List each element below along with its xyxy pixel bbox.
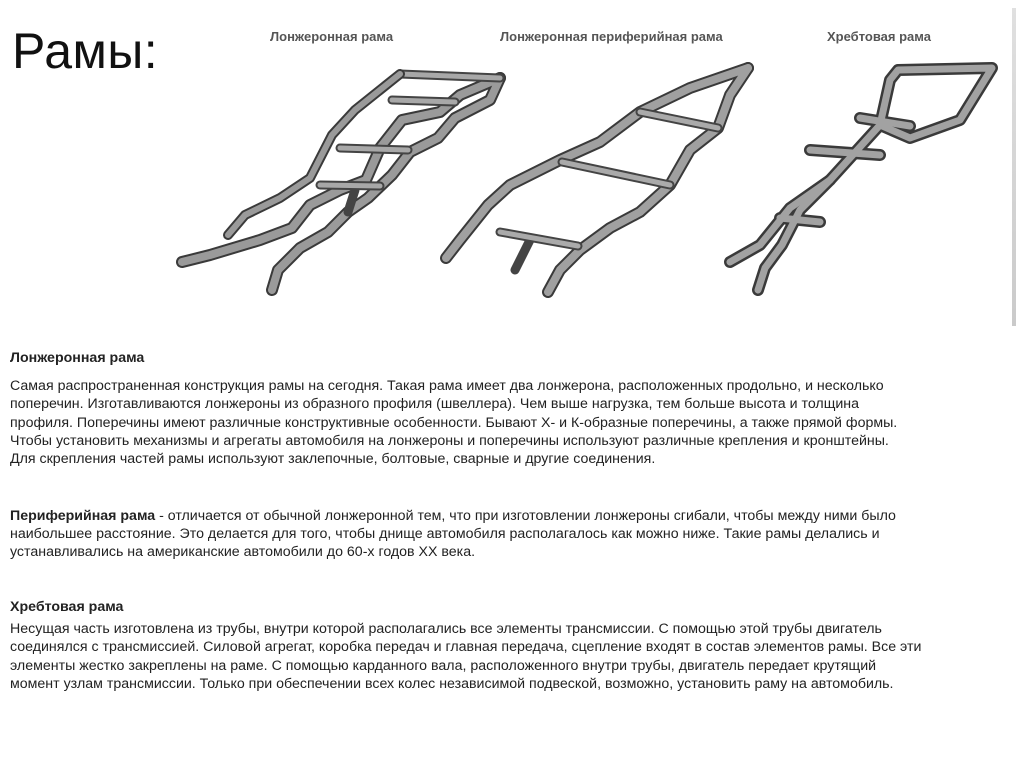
caption-backbone-frame: Хребтовая рама — [827, 29, 931, 44]
section-heading: Периферийная рама — [10, 508, 156, 524]
paragraph-line: Чтобы установить механизмы и агрегаты автомобиля на лонжероны и поперечины используют различные крепления и кронштейны. — [10, 432, 889, 449]
paragraph-line: Самая распространенная конструкция рамы на сегодня. Такая рама имеет два лонжерона, расположенных продольно, и несколько — [10, 378, 884, 395]
paragraph-line: - отличается от обычной лонжеронной тем, что при изготовлении лонжероны сгибали, чтобы между ними было — [155, 508, 896, 524]
section-ladder-frame — [10, 349, 1000, 468]
paragraph-line: элементы жестко закреплены на раме. С помощью карданного вала, расположенного внутри трубы, двигатель передает крутящий — [10, 657, 877, 674]
section-heading: Лонжеронная рама — [10, 350, 145, 366]
paragraph-line: Несущая часть изготовлена из трубы, внутри которой располагались все элементы трансмиссии. С помощью этой трубы двигатель — [10, 621, 882, 638]
section-backbone-frame — [10, 598, 1000, 693]
image-edge-shadow — [1012, 8, 1016, 326]
frames-illustration — [170, 0, 1024, 330]
caption-perimeter-frame: Лонжеронная периферийная рама — [500, 29, 723, 44]
paragraph-line: устанавливались на американские автомобили до 60-х годов XX века. — [10, 544, 476, 561]
paragraph-line: наибольшее расстояние. Это делается для того, чтобы днище автомобиля располагалось как можно ниже. Такие рамы делались и — [10, 526, 880, 543]
paragraph-line: момент узлам трансмиссии. Только при обеспечении всех колес независимой подвеской, возможно, установить раму на автомобиль. — [10, 675, 894, 692]
paragraph-line: профиля. Поперечины имеют различные конструктивные особенности. Бывают Х- и К-образные поперечины, а также прямой формы. — [10, 414, 898, 431]
paragraph-line: соединялся с трансмиссией. Силовой агрегат, коробка передач и главная передача, сцепление входят в состав элементов рамы. Все эти — [10, 639, 922, 656]
backbone-frame-drawing — [730, 68, 992, 290]
paragraph-line: поперечин. Изготавливаются лонжероны из образного профиля (швеллера). Чем выше нагрузка, тем больше высота и толщина — [10, 396, 860, 413]
page-title: Рамы: — [12, 23, 159, 79]
paragraph-line: Для скрепления частей рамы используют заклепочные, болтовые, сварные и другие соединения. — [10, 451, 656, 468]
caption-ladder-frame: Лонжеронная рама — [270, 29, 394, 44]
section-perimeter-frame — [10, 507, 1000, 562]
frames-drawing — [170, 0, 1024, 330]
section-heading: Хребтовая рама — [10, 599, 124, 615]
